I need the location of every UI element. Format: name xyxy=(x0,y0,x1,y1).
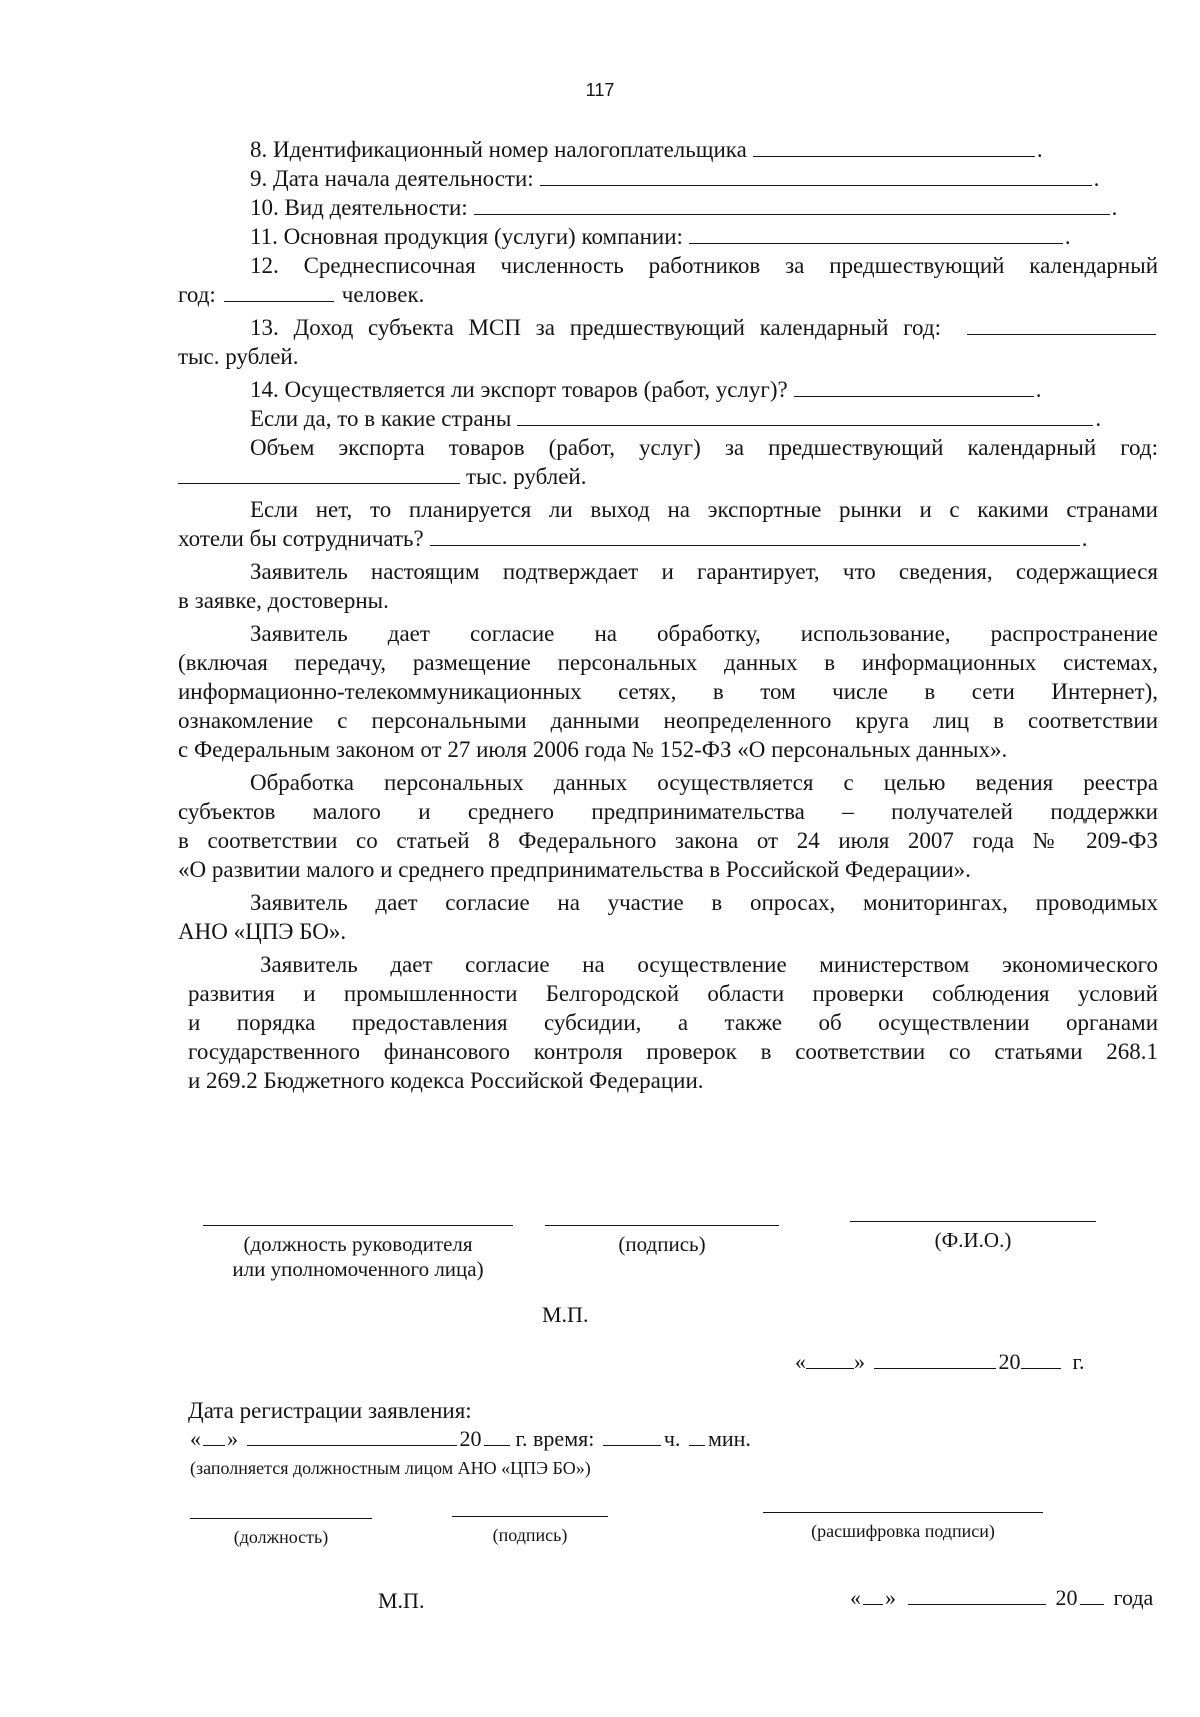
day-blank-1[interactable] xyxy=(806,1348,854,1369)
employees-blank[interactable] xyxy=(224,281,334,302)
no-export-blank[interactable] xyxy=(430,525,1080,546)
field-no-export-line2: хотели бы сотрудничать? . xyxy=(178,526,1088,551)
position2-line[interactable] xyxy=(190,1518,372,1519)
form-body xyxy=(178,135,1158,1095)
paragraph-inspection-line4: государственного финансового контроля проверок в соответствии со статьями 268.1 xyxy=(188,1039,1158,1064)
products-blank[interactable] xyxy=(689,223,1063,244)
year-blank-1[interactable] xyxy=(1021,1348,1061,1369)
year-blank-2[interactable] xyxy=(1080,1584,1104,1605)
registration-date-line: « » 20 г. время: ч. мин. xyxy=(190,1426,751,1451)
field-activity-label: 10. Вид деятельности: xyxy=(250,195,468,220)
export-blank[interactable] xyxy=(794,376,1034,397)
field-products-label: 11. Основная продукция (услуги) компании: xyxy=(250,224,683,249)
start-date-blank[interactable] xyxy=(540,165,1092,186)
month-blank-2[interactable] xyxy=(908,1584,1046,1605)
seal-label-2: М.П. xyxy=(378,1588,425,1613)
paragraph-inspection-line2: развития и промышленности Белгородской области проверки соблюдения условий xyxy=(188,981,1158,1006)
signature-date-2: « » 20 года xyxy=(850,1585,1154,1610)
paragraph-guarantee-line2: в заявке, достоверны. xyxy=(178,588,389,613)
decode-line[interactable] xyxy=(763,1512,1043,1513)
paragraph-surveys-line2: АНО «ЦПЭ БО». xyxy=(178,919,347,944)
field-no-export-line1: Если нет, то планируется ли выход на экспортные рынки и с какими странами xyxy=(250,497,1158,522)
field-employees-line1: 12. Среднесписочная численность работников за предшествующий календарный xyxy=(250,253,1158,278)
signature2-decode: (расшифровка подписи) xyxy=(760,1512,1046,1544)
paragraph-consent-line5: с Федеральным законом от 27 июля 2006 года № 152-ФЗ «О персональных данных». xyxy=(178,737,1008,762)
page-number: 117 xyxy=(585,80,615,100)
reg-day-blank[interactable] xyxy=(203,1425,225,1446)
signature-fio: (Ф.И.О.) xyxy=(848,1221,1098,1253)
paragraph-consent-line1: Заявитель дает согласие на обработку, использование, распространение xyxy=(250,621,1158,646)
field-start-date-label: 9. Дата начала деятельности: xyxy=(250,166,534,191)
paragraph-guarantee-line1: Заявитель настоящим подтверждает и гарантирует, что сведения, содержащиеся xyxy=(250,559,1158,584)
field-export-countries: Если да, то в какие страны . xyxy=(250,406,1102,431)
month-blank-1[interactable] xyxy=(874,1348,996,1369)
seal-label-1: М.П. xyxy=(542,1302,589,1327)
paragraph-processing-line2: субъектов малого и среднего предпринимательства – получателей поддержки xyxy=(178,799,1158,824)
paragraph-consent-line3: информационно-телекоммуникационных сетях, в том числе в сети Интернет), xyxy=(178,679,1158,704)
paragraph-processing-line4: «О развитии малого и среднего предпринимательства в Российской Федерации». xyxy=(178,857,971,882)
reg-hours-blank[interactable] xyxy=(603,1425,661,1446)
paragraph-processing-line3: в соответствии со статьей 8 Федерального закона от 24 июля 2007 года № 209-ФЗ xyxy=(178,828,1158,853)
export-volume-blank[interactable] xyxy=(178,463,460,484)
signature2-position: (должность) xyxy=(188,1518,374,1550)
sign-line[interactable] xyxy=(545,1225,779,1226)
field-start-date: 9. Дата начала деятельности: . xyxy=(250,166,1100,191)
field-inn-label: 8. Идентификационный номер налогоплательщика xyxy=(250,137,747,162)
field-export-volume-line2: тыс. рублей. xyxy=(178,462,1158,491)
paragraph-consent-line4: ознакомление с персональными данными неопределенного круга лиц в соответствии xyxy=(178,708,1158,733)
paragraph-consent-line2: (включая передачу, размещение персональных данных в информационных системах, xyxy=(178,650,1158,675)
paragraph-inspection-line3: и порядка предоставления субсидии, а также об осуществлении органами xyxy=(188,1010,1158,1035)
sign2-line[interactable] xyxy=(452,1516,608,1517)
inn-blank[interactable] xyxy=(753,136,1035,157)
field-export: 14. Осуществляется ли экспорт товаров (работ, услуг)? . xyxy=(250,377,1042,402)
field-export-volume-line1: Объем экспорта товаров (работ, услуг) за предшествующий календарный год: xyxy=(250,435,1158,460)
fio-line[interactable] xyxy=(850,1221,1096,1222)
reg-minutes-blank[interactable] xyxy=(689,1425,705,1446)
activity-blank[interactable] xyxy=(474,194,1110,215)
registration-note: (заполняется должностным лицом АНО «ЦПЭ БО») xyxy=(190,1458,591,1478)
position-line[interactable] xyxy=(203,1225,513,1226)
paragraph-inspection-line5: и 269.2 Бюджетного кодекса Российской Федерации. xyxy=(188,1068,704,1093)
signature-sign: (подпись) xyxy=(542,1225,782,1257)
registration-title: Дата регистрации заявления: xyxy=(188,1398,472,1423)
field-income-line1 xyxy=(178,313,1158,342)
paragraph-inspection-line1: Заявитель дает согласие на осуществление министерством экономического xyxy=(260,952,1158,977)
reg-year-blank[interactable] xyxy=(484,1425,510,1446)
paragraph-processing-line1: Обработка персональных данных осуществляется с целью ведения реестра xyxy=(250,770,1158,795)
reg-month-blank[interactable] xyxy=(247,1425,457,1446)
paragraph-surveys-line1: Заявитель дает согласие на участие в опросах, мониторингах, проводимых xyxy=(250,890,1158,915)
signature-position: (должность руководителя или уполномоченного лица) xyxy=(198,1225,518,1282)
field-products: 11. Основная продукция (услуги) компании: . xyxy=(250,224,1071,249)
field-export-label: 14. Осуществляется ли экспорт товаров (работ, услуг)? xyxy=(250,377,788,402)
signature2-sign: (подпись) xyxy=(450,1516,610,1548)
field-export-countries-label: Если да, то в какие страны xyxy=(250,406,512,431)
day-blank-2[interactable] xyxy=(863,1584,883,1605)
field-income-line2: тыс. рублей. xyxy=(178,344,299,369)
signature-date-1: « » 20 г. xyxy=(795,1349,1085,1374)
field-activity: 10. Вид деятельности: . xyxy=(250,195,1118,220)
income-blank[interactable] xyxy=(967,314,1156,335)
field-inn: 8. Идентификационный номер налогоплательщика . xyxy=(250,137,1043,162)
field-income-label: 13. Доход субъекта МСП за предшествующий календарный год: xyxy=(250,315,941,340)
export-countries-blank[interactable] xyxy=(517,405,1093,426)
field-employees-line2: год: человек. xyxy=(178,282,425,307)
